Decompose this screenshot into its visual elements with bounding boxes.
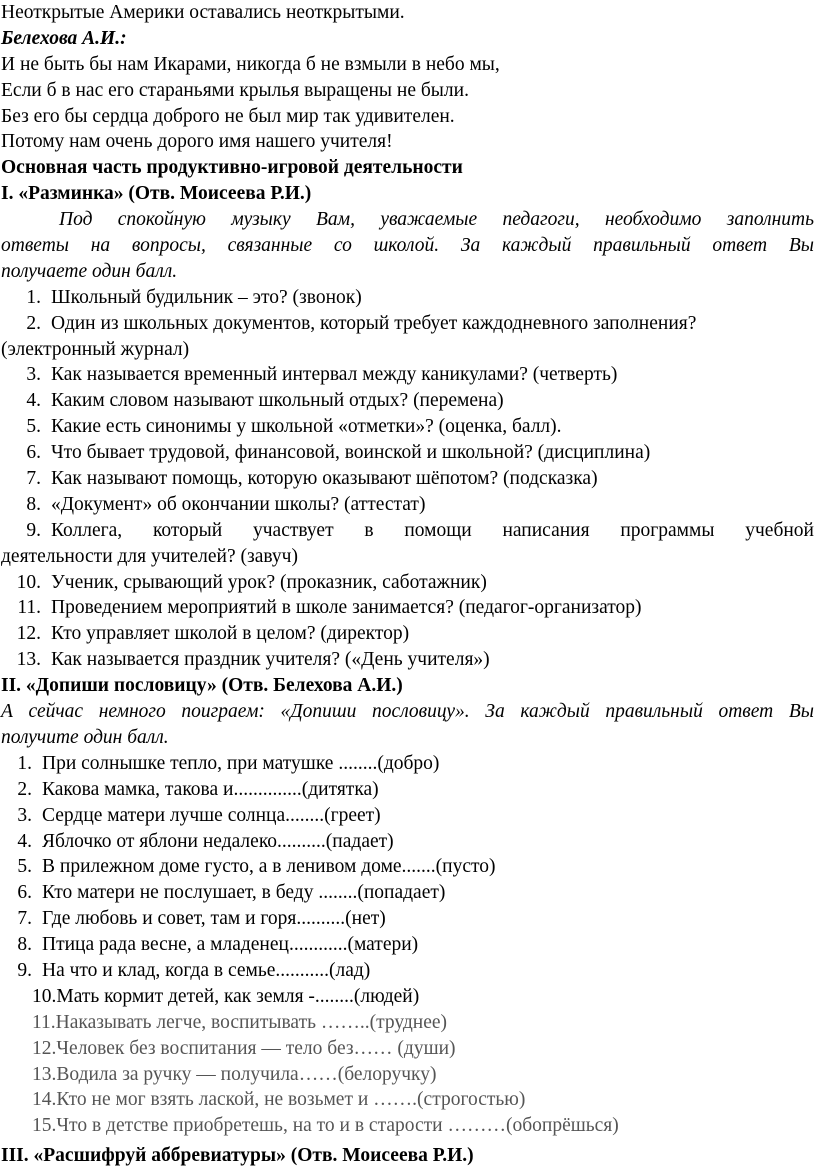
section2-instruction: получите один балл.	[1, 726, 169, 748]
proverb-item: 14.Кто не мог взять лаской, не возьмет и …….(строгостью)	[32, 1089, 526, 1111]
proverb-item: 1. При солнышке тепло, при матушке ........(добро)	[17, 752, 440, 774]
proverb-item: 12.Человек без воспитания — тело без…… (души)	[32, 1037, 456, 1059]
poem-line: Потому нам очень дорого имя нашего учителя!	[1, 131, 393, 153]
list-item: 6. Что бывает трудовой, финансовой, воинской и школьной? (дисциплина)	[26, 442, 651, 464]
section1-instruction: Под спокойную музыку Вам, уважаемые педагоги, необходимо заполнить	[59, 209, 814, 231]
list-item: 1. Школьный будильник – это? (звонок)	[26, 286, 362, 308]
list-item: 4. Каким словом называют школьный отдых? (перемена)	[26, 390, 504, 412]
list-item: 8. «Документ» об окончании школы? (аттестат)	[26, 493, 426, 515]
proverb-item: 4. Яблочко от яблони недалеко..........(падает)	[17, 830, 394, 852]
list-item: 13. Как называется праздник учителя? («День учителя»)	[16, 649, 490, 671]
proverb-item: 7. Где любовь и совет, там и горя..........(нет)	[17, 908, 386, 930]
list-item: 5. Какие есть синонимы у школьной «отметки»? (оценка, балл).	[26, 416, 562, 438]
author-name: Белехова А.И.:	[1, 27, 127, 49]
list-item: 3. Как называется временный интервал между каникулами? (четверть)	[26, 364, 618, 386]
proverb-item: 3. Сердце матери лучше солнца........(греет)	[17, 804, 381, 826]
proverb-item: 5. В прилежном доме густо, а в ленивом доме.......(пусто)	[17, 856, 496, 878]
section2-instruction: А сейчас немного поиграем: «Допиши пословицу». За каждый правильный ответ Вы	[1, 701, 814, 723]
list-item: 10. Ученик, срывающий урок? (проказник, саботажник)	[16, 571, 487, 593]
proverb-item: 6. Кто матери не послушает, в беду ........(попадает)	[17, 882, 446, 904]
proverb-item: 11.Наказывать легче, воспитывать ……..(труднее)	[32, 1011, 448, 1033]
list-item: 9. Коллега, который участвует в помощи написания программы учебной	[26, 519, 814, 541]
poem-line: Если б в нас его стараньями крылья выращены не были.	[1, 79, 469, 101]
intro-line: Неоткрытые Америки оставались неоткрытыми.	[1, 2, 405, 23]
section1-instruction: получаете один балл.	[1, 260, 178, 282]
proverb-item: 2. Какова мамка, такова и..............(дитятка)	[17, 778, 379, 800]
list-item-continuation: (электронный журнал)	[1, 338, 190, 360]
section1-heading: I. «Разминка» (Отв. Моисеева Р.И.)	[1, 183, 312, 205]
section1-instruction: ответы на вопросы, связанные со школой. За каждый правильный ответ Вы	[1, 235, 814, 257]
section2-heading: II. «Допиши пословицу» (Отв. Белехова А.И.)	[1, 675, 403, 697]
proverb-item: 13.Водила за ручку — получила……(белоручку)	[32, 1063, 437, 1085]
section3-heading: III. «Расшифруй аббревиатуры» (Отв. Моисеева Р.И.)	[1, 1145, 474, 1167]
list-item-continuation: деятельности для учителей? (завуч)	[1, 545, 298, 567]
proverb-item: 10.Мать кормит детей, как земля -........(людей)	[32, 985, 420, 1007]
proverb-item: 9. На что и клад, когда в семье...........(лад)	[17, 959, 371, 981]
list-item: 7. Как называют помощь, которую оказывают шёпотом? (подсказка)	[26, 468, 598, 490]
list-item: 2. Один из школьных документов, который требует каждодневного заполнения?	[26, 312, 697, 334]
main-heading: Основная часть продуктивно-игровой деятельности	[1, 157, 463, 179]
poem-line: Без его бы сердца доброго не был мир так удивителен.	[1, 105, 455, 127]
list-item: 11. Проведением мероприятий в школе занимается? (педагог-организатор)	[17, 597, 642, 619]
proverb-item: 8. Птица рада весне, а младенец............(матери)	[17, 934, 419, 956]
poem-line: И не быть бы нам Икарами, никогда б не взмыли в небо мы,	[1, 53, 500, 75]
list-item: 12. Кто управляет школой в целом? (директор)	[16, 623, 410, 645]
proverb-item: 15.Что в детстве приобретешь, на то и в старости ………(обопрёшься)	[32, 1115, 619, 1137]
